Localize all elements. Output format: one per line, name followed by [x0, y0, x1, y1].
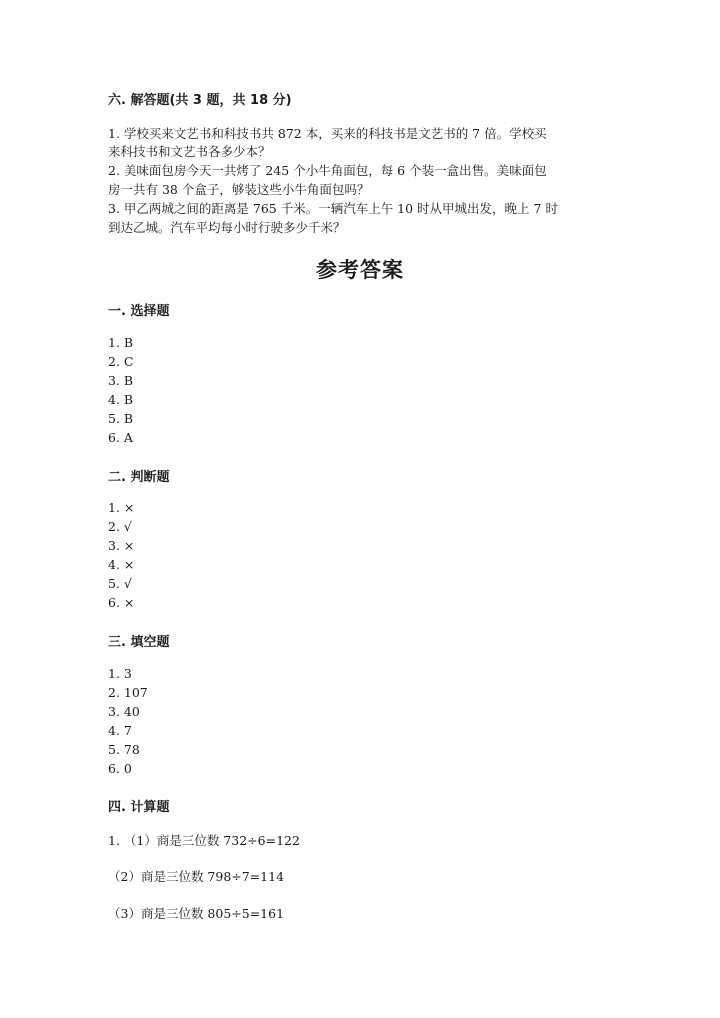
question-line: 1. 学校买来文艺书和科技书共 872 本，买来的科技书是文艺书的 7 倍。学校买: [108, 126, 547, 141]
answer-section-heading: 三. 填空题: [108, 635, 170, 650]
answer-section-heading: 一. 选择题: [108, 304, 170, 319]
answer-section-heading: 四. 计算题: [108, 800, 170, 815]
question-line: 2. 美味面包房今天一共烤了 245 个小牛角面包，每 6 个装一盒出售。美味面包: [108, 163, 547, 178]
answer-item: 1. B: [108, 335, 134, 350]
answer-item: 6. ×: [108, 595, 135, 610]
answers-title: 参考答案: [316, 257, 404, 282]
question-line: 来科技书和文艺书各多少本？: [108, 144, 271, 159]
answer-item: 3. 40: [108, 704, 140, 719]
answer-item: 4. B: [108, 392, 134, 407]
answer-item: 1. （1）商是三位数 732÷6=122: [108, 833, 300, 848]
answer-item: 5. 78: [108, 742, 140, 757]
answer-item: 3. B: [108, 373, 134, 388]
answer-item: 5. B: [108, 411, 134, 426]
answer-item: 4. 7: [108, 723, 132, 738]
answer-item: 1. 3: [108, 666, 132, 681]
question-line: 到达乙城。汽车平均每小时行驶多少千米？: [108, 220, 346, 235]
answer-item: （2）商是三位数 798÷7=114: [108, 869, 285, 884]
answer-item: （3）商是三位数 805÷5=161: [108, 906, 285, 921]
answer-item: 4. ×: [108, 557, 135, 572]
answer-item: 2. √: [108, 519, 132, 534]
answer-item: 2. C: [108, 354, 134, 369]
answer-item: 6. A: [108, 430, 133, 445]
question-line: 房一共有 38 个盒子，够装这些小牛角面包吗？: [108, 182, 370, 197]
answer-item: 6. 0: [108, 761, 132, 776]
answer-item: 5. √: [108, 576, 132, 591]
answer-item: 3. ×: [108, 538, 135, 553]
question-line: 3. 甲乙两城之间的距离是 765 千米。一辆汽车上午 10 时从甲城出发，晚上 7 时: [108, 201, 558, 216]
answer-item: 1. ×: [108, 500, 135, 515]
section-6-heading: 六. 解答题(共 3 题，共 18 分): [108, 93, 292, 108]
answer-item: 2. 107: [108, 685, 148, 700]
answer-section-heading: 二. 判断题: [108, 470, 170, 485]
